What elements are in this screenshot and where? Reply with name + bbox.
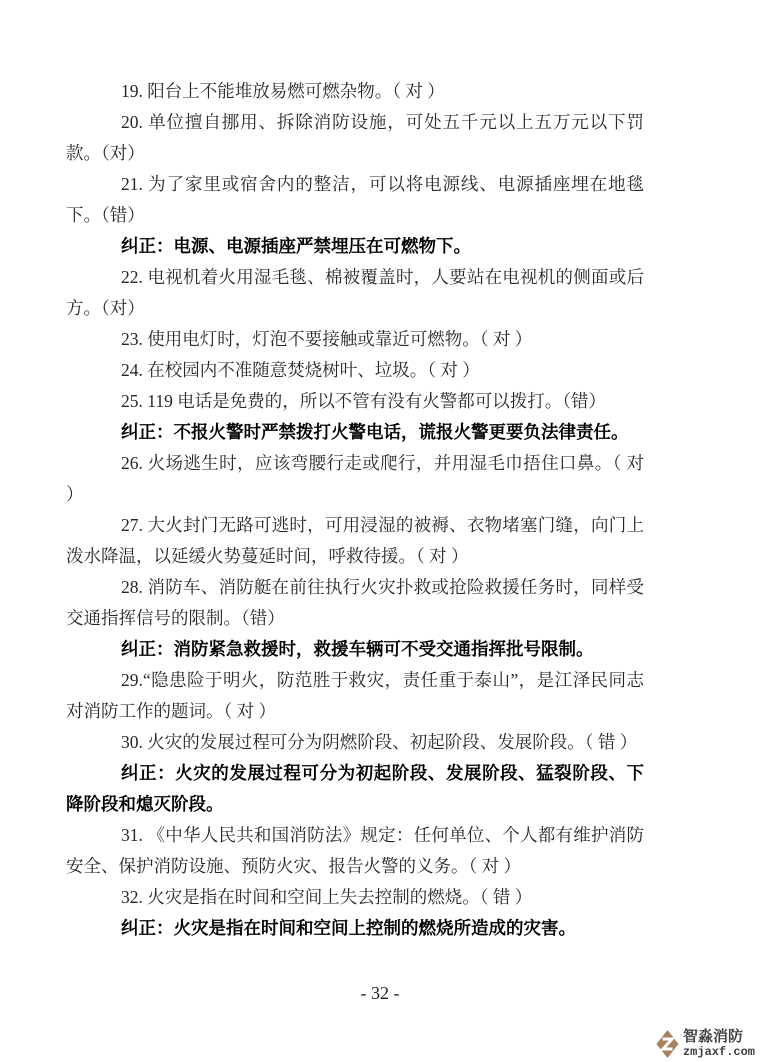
question-20: 20. 单位擅自挪用、拆除消防设施，可处五千元以上五万元以下罚款。（对） xyxy=(66,112,644,163)
question-25: 25. 119 电话是免费的，所以不管有没有火警都可以拨打。（错） xyxy=(121,391,606,411)
correction-25: 纠正：不报火警时严禁拨打火警电话，谎报火警更要负法律责任。 xyxy=(121,422,629,442)
correction-21: 纠正：电源、电源插座严禁埋压在可燃物下。 xyxy=(121,236,471,256)
question-31: 31. 《中华人民共和国消防法》规定：任何单位、个人都有维护消防安全、保护消防设施、预防火灾、报告火警的义务。（ 对 ） xyxy=(66,825,644,876)
question-27: 27. 大火封门无路可逃时，可用浸湿的被褥、衣物堵塞门缝，向门上泼水降温，以延缓火势蔓延时间，呼救待援。（ 对 ） xyxy=(66,515,644,566)
watermark-brand: 智淼消防 xyxy=(682,1028,743,1045)
question-23: 23. 使用电灯时，灯泡不要接触或靠近可燃物。（ 对 ） xyxy=(121,329,533,349)
question-30: 30. 火灾的发展过程可分为阴燃阶段、初起阶段、发展阶段。（ 错 ） xyxy=(121,732,638,752)
question-24: 24. 在校园内不准随意焚烧树叶、垃圾。（ 对 ） xyxy=(121,360,480,380)
watermark xyxy=(655,1028,755,1059)
document-body xyxy=(66,76,644,944)
question-29: 29.“隐患险于明火，防范胜于救灾，责任重于泰山”，是江泽民同志对消防工作的题词。（ 对 ） xyxy=(66,670,644,721)
diamond-z-logo-icon xyxy=(655,1029,680,1059)
question-21: 21. 为了家里或宿舍内的整洁，可以将电源线、电源插座埋在地毯下。（错） xyxy=(66,174,644,225)
page-number: - 32 - xyxy=(360,983,400,1003)
watermark-domain: zmjaxf.com xyxy=(682,1045,755,1059)
question-32: 32. 火灾是指在时间和空间上失去控制的燃烧。（ 错 ） xyxy=(121,887,533,907)
question-19: 19. 阳台上不能堆放易燃可燃杂物。（ 对 ） xyxy=(121,81,445,101)
correction-32: 纠正：火灾是指在时间和空间上控制的燃烧所造成的灾害。 xyxy=(121,918,576,938)
correction-28: 纠正：消防紧急救援时，救援车辆可不受交通指挥批号限制。 xyxy=(121,639,594,659)
question-26: 26. 火场逃生时，应该弯腰行走或爬行，并用湿毛巾捂住口鼻。（ 对 ） xyxy=(66,453,644,504)
correction-30: 纠正：火灾的发展过程可分为初起阶段、发展阶段、猛裂阶段、下降阶段和熄灭阶段。 xyxy=(66,763,644,814)
question-28: 28. 消防车、消防艇在前往执行火灾扑救或抢险救援任务时，同样受交通指挥信号的限制。（错） xyxy=(66,577,644,628)
question-22: 22. 电视机着火用湿毛毯、棉被覆盖时，人要站在电视机的侧面或后方。（对） xyxy=(66,267,644,318)
